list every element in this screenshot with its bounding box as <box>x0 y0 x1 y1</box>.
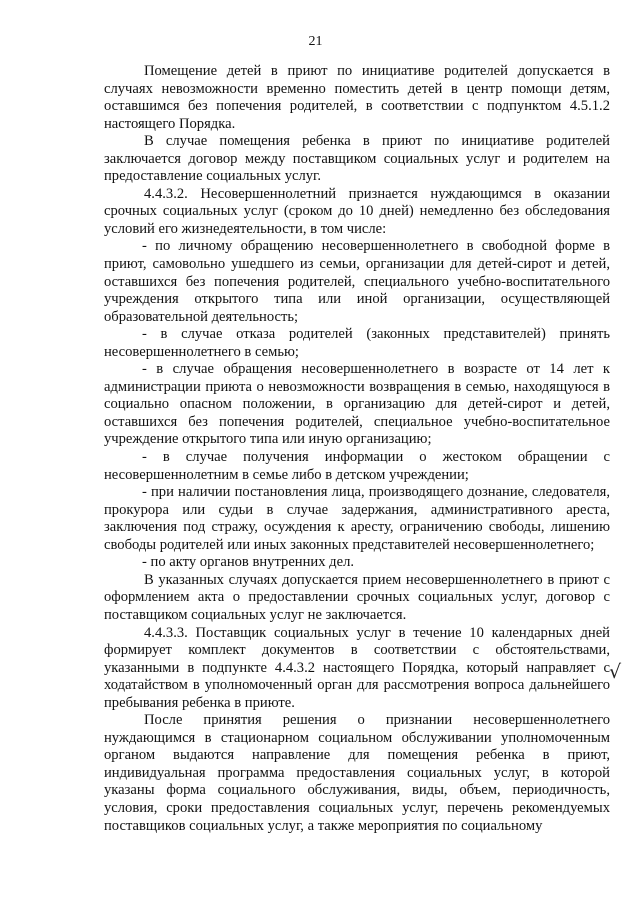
check-mark-icon: √ <box>609 661 622 683</box>
paragraph: В указанных случаях допускается прием несовершеннолетнего в приют с оформлением акта о предоставлении срочных социальных услуг, договор с поставщиком социальных услуг не заключается. <box>104 571 610 623</box>
page-number: 21 <box>308 34 323 49</box>
list-item: - по акту органов внутренних дел. <box>142 554 355 571</box>
paragraph: 4.4.3.2. Несовершеннолетний признается нуждающимся в оказании срочных социальных услуг (сроком до 10 дней) немедленно без обследования условий его жизнедеятельности, в том числе: <box>104 185 610 237</box>
list-item: - при наличии постановления лица, производящего дознание, следователя, прокурора или судьи в случае задержания, административного ареста, заключения под стражу, осуждения к аресту, ограничению свободы, лишению свободы родителей или иных законных представителей несовершеннолетнего; <box>104 484 610 553</box>
list-item: - по личному обращению несовершеннолетнего в свободной форме в приют, самовольно ушедшего из семьи, организации для детей-сирот и детей, оставшихся без попечения родителей, специального учебно-воспитательного учреждения открытого типа или иной организации, осуществляющей образовательной деятельность; <box>104 238 610 325</box>
paragraph: Помещение детей в приют по инициативе родителей допускается в случаях невозможности временно поместить детей в центр помощи детям, оставшимся без попечения родителей, в соответствии с подпунктом 4.5.1.2 настоящего Порядка. <box>104 63 610 132</box>
list-item: - в случае получения информации о жестоком обращении с несовершеннолетним в семье либо в детском учреждении; <box>104 449 610 483</box>
paragraph: 4.4.3.3. Поставщик социальных услуг в течение 10 календарных дней формирует комплект документов в соответствии с обстоятельствами, указанными в подпункте 4.4.3.2 настоящего Порядка, который направляет с ходатайством в уполномоченный орган для рассмотрения вопроса дальнейшего пребывания ребенка в приюте. <box>104 624 610 711</box>
paragraph: После принятия решения о признании несовершеннолетнего нуждающимся в стационарном социальном обслуживании уполномоченным органом выдаются направление для помещения ребенка в приют, индивидуальная программа предоставления социальных услуг, в которой указаны форма социального обслуживания, виды, объем, периодичность, условия, сроки предоставления социальных услуг, перечень рекомендуемых поставщиков социальных услуг, а также мероприятия по социальному <box>104 712 610 834</box>
list-item: - в случае отказа родителей (законных представителей) принять несовершеннолетнего в семью; <box>104 326 610 360</box>
document-body <box>104 63 610 835</box>
list-item: - в случае обращения несовершеннолетнего в возрасте от 14 лет к администрации приюта о невозможности возвращения в семью, находящуюся в социально опасном положении, в организацию для детей-сирот и детей, оставшихся без попечения родителей, специальное учебно-воспитательное учреждение открытого типа или иную организацию; <box>104 361 610 448</box>
paragraph: В случае помещения ребенка в приют по инициативе родителей заключается договор между поставщиком социальных услуг и родителем на предоставление социальных услуг. <box>104 133 610 185</box>
